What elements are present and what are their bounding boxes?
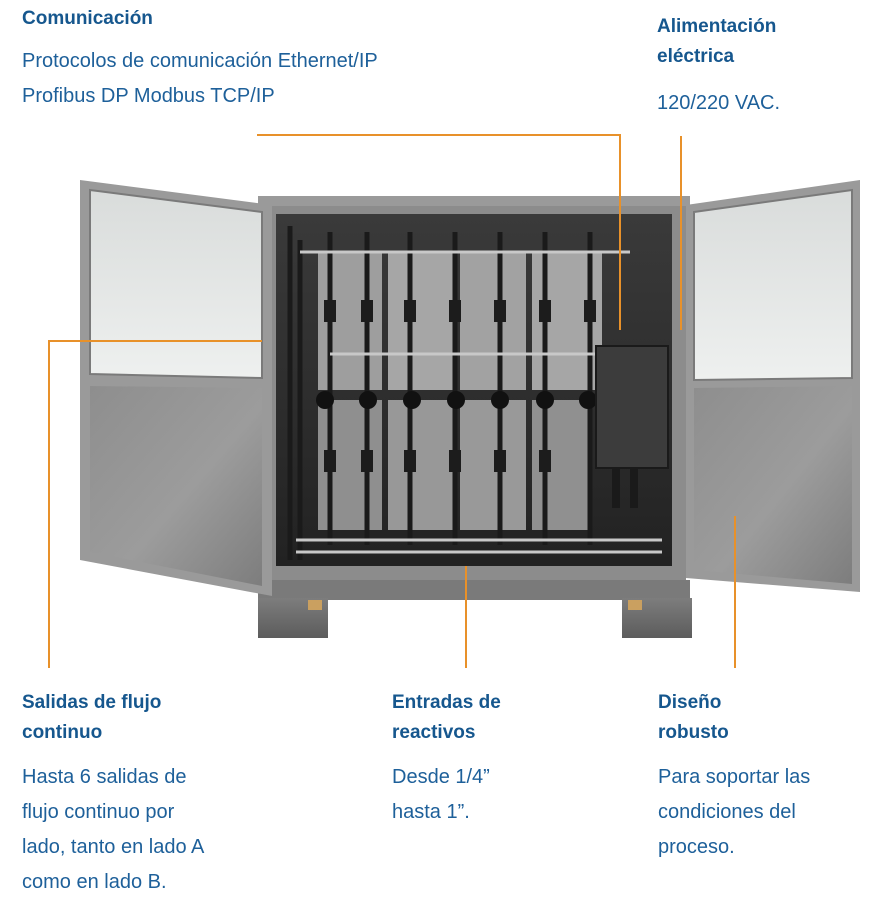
salidas-text-line-2: flujo continuo por (22, 801, 175, 823)
right-door (686, 180, 860, 592)
control-box (596, 346, 668, 468)
diseno-text-line-2: condiciones del (658, 801, 796, 823)
salidas-title-line-1: Salidas de flujo (22, 692, 162, 713)
alimentacion-text: 120/220 VAC. (657, 92, 781, 114)
comunicacion-leader-vertical (619, 134, 621, 330)
left-door (80, 180, 272, 596)
salidas-leader-horizontal (48, 340, 262, 342)
alimentacion-title-line-1: Alimentación (657, 16, 777, 37)
entradas-leader (465, 566, 467, 668)
diseno-leader (734, 516, 736, 668)
alimentacion-leader (680, 136, 682, 330)
salidas-text-line-4: como en lado B. (22, 871, 167, 893)
alimentacion-title-line-2: eléctrica (657, 46, 735, 67)
comunicacion-leader-horizontal (257, 134, 621, 136)
comunicacion-title: Comunicación (22, 8, 153, 29)
diseno-title-line-1: Diseño (658, 692, 722, 713)
salidas-text-line-1: Hasta 6 salidas de (22, 766, 187, 788)
salidas-text-line-3: lado, tanto en lado A (22, 836, 205, 858)
diseno-title-line-2: robusto (658, 722, 729, 743)
comunicacion-text-line-1: Protocolos de comunicación Ethernet/IP (22, 50, 378, 72)
entradas-title-line-1: Entradas de (392, 692, 501, 713)
diseno-text-line-1: Para soportar las (658, 766, 811, 788)
cabinet-base (258, 580, 690, 600)
salidas-title-line-2: continuo (22, 722, 103, 743)
entradas-text-line-2: hasta 1”. (392, 801, 470, 823)
entradas-title-line-2: reactivos (392, 722, 476, 743)
diseno-text-line-3: proceso. (658, 836, 735, 858)
comunicacion-text-line-2: Profibus DP Modbus TCP/IP (22, 85, 275, 107)
salidas-leader-vertical (48, 340, 50, 668)
entradas-text-line-1: Desde 1/4” (392, 766, 490, 788)
